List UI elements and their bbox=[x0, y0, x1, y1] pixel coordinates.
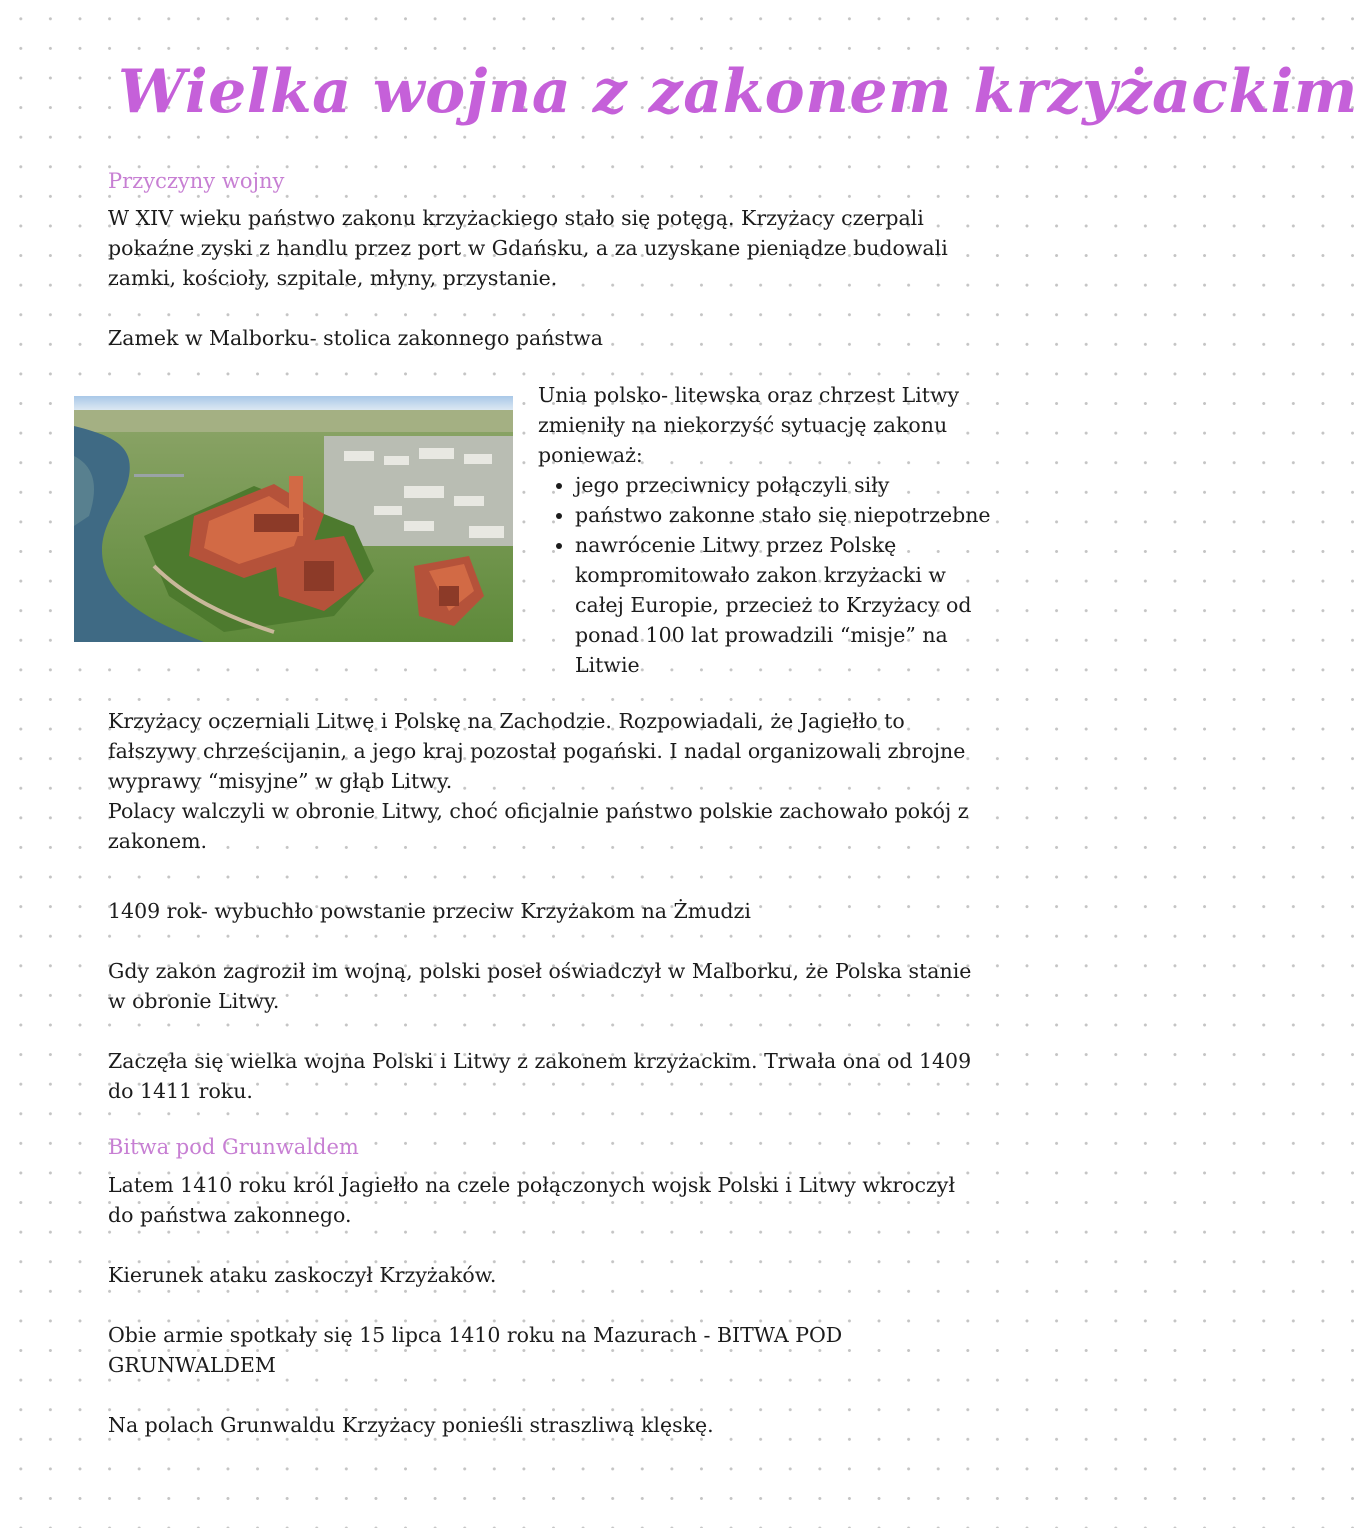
page-title: Wielka wojna z zakonem krzyżackim bbox=[118, 57, 1358, 127]
union-consequences-block bbox=[538, 380, 1038, 680]
list-item-text: całej Europie, przecież to Krzyżacy od bbox=[575, 593, 972, 617]
attack-line: Kierunek ataku zaskoczył Krzyżaków. bbox=[108, 1263, 497, 1287]
text-line: Zaczęła się wielka wojna Polski i Litwy z zakonem krzyżackim. Trwała ona od 1409 bbox=[108, 1049, 972, 1073]
list-item bbox=[575, 470, 1038, 500]
text-line: w obronie Litwy. bbox=[108, 989, 280, 1013]
malbork-castle-photo bbox=[74, 396, 513, 642]
list-item-text: kompromitowało zakon krzyżacki w bbox=[575, 563, 946, 587]
war-paragraph bbox=[108, 1046, 971, 1106]
text-line: Polacy walczyli w obronie Litwy, choć oficjalnie państwo polskie zachowało pokój z bbox=[108, 799, 969, 823]
text-line: GRUNWALDEM bbox=[108, 1353, 276, 1377]
text-line: zamki, kościoły, szpitale, młyny, przystanie. bbox=[108, 266, 558, 290]
defeat-line: Na polach Grunwaldu Krzyżacy ponieśli straszliwą klęskę. bbox=[108, 1413, 714, 1437]
list-item-text: ponad 100 lat prowadzili “misje” na bbox=[575, 623, 948, 647]
malbork-caption: Zamek w Malborku- stolica zakonnego państwa bbox=[108, 326, 603, 350]
text-line: Krzyżacy oczerniali Litwę i Polskę na Zachodzie. Rozpowiadali, że Jagiełło to bbox=[108, 709, 905, 733]
section-heading-battle: Bitwa pod Grunwaldem bbox=[108, 1135, 359, 1159]
text-line: fałszywy chrześcijanin, a jego kraj pozostał pogański. I nadal organizowali zbrojne bbox=[108, 739, 966, 763]
list-item-text: • jego przeciwnicy połączyli siły bbox=[575, 473, 890, 497]
text-line: Gdy zakon zagroził im wojną, polski poseł oświadczył w Malborku, że Polska stanie bbox=[108, 959, 972, 983]
list-item-text: • nawrócenie Litwy przez Polskę bbox=[575, 533, 897, 557]
list-item bbox=[575, 500, 1038, 530]
slander-paragraph bbox=[108, 706, 969, 856]
list-item-text: • państwo zakonne stało się niepotrzebne bbox=[575, 503, 991, 527]
text-line: Latem 1410 roku król Jagiełło na czele połączonych wojsk Polski i Litwy wkroczył bbox=[108, 1173, 955, 1197]
meeting-paragraph bbox=[108, 1320, 842, 1380]
text-line: wyprawy “misyjne” w głąb Litwy. bbox=[108, 769, 453, 793]
text-line: zmieniły na niekorzyść sytuację zakonu bbox=[538, 413, 948, 437]
text-line: do państwa zakonnego. bbox=[108, 1203, 352, 1227]
text-line: W XIV wieku państwo zakonu krzyżackiego stało się potęgą. Krzyżacy czerpali bbox=[108, 206, 924, 230]
list-item bbox=[575, 530, 1038, 680]
march-paragraph bbox=[108, 1170, 955, 1230]
text-line: zakonem. bbox=[108, 829, 208, 853]
text-line: ponieważ: bbox=[538, 443, 643, 467]
text-line: do 1411 roku. bbox=[108, 1079, 253, 1103]
text-line: pokaźne zyski z handlu przez port w Gdańsku, a za uzyskane pieniądze budowali bbox=[108, 236, 948, 260]
section-heading-causes: Przyczyny wojny bbox=[108, 169, 285, 193]
consequences-list bbox=[538, 470, 1038, 680]
text-line: Obie armie spotkały się 15 lipca 1410 roku na Mazurach - BITWA POD bbox=[108, 1323, 843, 1347]
threat-paragraph bbox=[108, 956, 971, 1016]
text-line: Unia polsko- litewska oraz chrzest Litwy bbox=[538, 383, 960, 407]
list-item-text: Litwie bbox=[575, 653, 640, 677]
uprising-line: 1409 rok- wybuchło powstanie przeciw Krzyżakom na Żmudzi bbox=[108, 899, 751, 923]
causes-paragraph bbox=[108, 203, 948, 293]
